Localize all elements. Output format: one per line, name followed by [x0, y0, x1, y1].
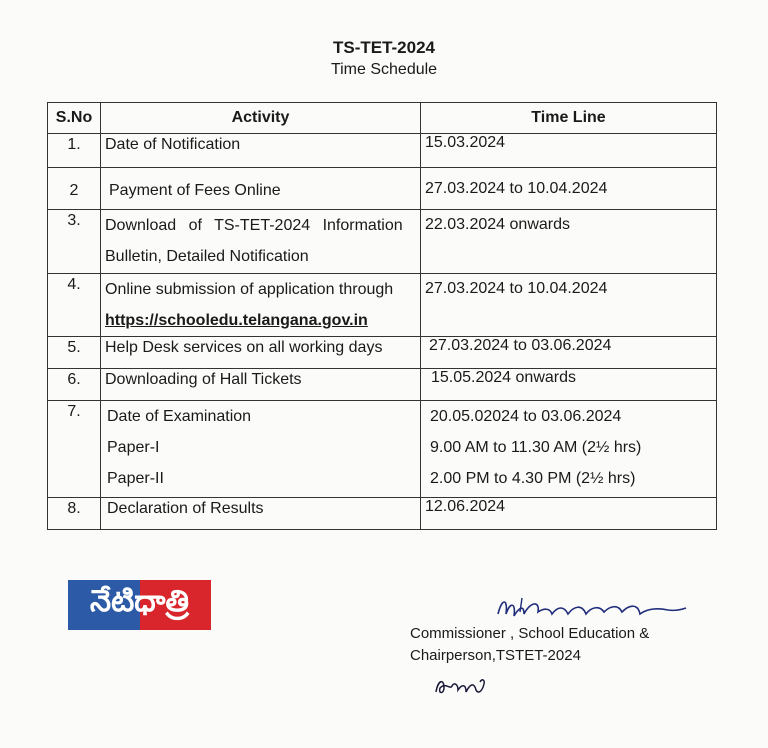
row-sno: 5. [48, 337, 101, 369]
table-row [48, 369, 717, 401]
table-row [48, 210, 717, 274]
row-sno: 6. [48, 369, 101, 401]
row-sno: 3. [48, 210, 101, 274]
signatory-designation: Commissioner , School Education & Chairperson,TSTET-2024 [410, 625, 650, 664]
row-timeline: 20.05.02024 to 03.06.2024 9.00 AM to 11.30 AM (2½ hrs) 2.00 PM to 4.30 PM (2½ hrs) [421, 401, 717, 498]
document-title: TS-TET-2024 [332, 38, 436, 57]
table-row [48, 337, 717, 369]
schedule-table [47, 102, 717, 530]
row-sno: 2 [48, 168, 101, 210]
initials-scribble [432, 670, 492, 700]
row-timeline: 27.03.2024 to 10.04.2024 [421, 274, 717, 337]
logo-text: నేటిధాత్రి [90, 584, 189, 619]
table-row [48, 274, 717, 337]
row-activity: Payment of Fees Online [101, 168, 421, 210]
table-header-row [48, 103, 717, 134]
row-activity: Date of Notification [101, 134, 421, 168]
row-activity: Date of Examination Paper-I Paper-II [101, 401, 421, 498]
newspaper-logo [68, 580, 211, 630]
row-timeline: 27.03.2024 to 10.04.2024 [421, 168, 717, 210]
table-row [48, 498, 717, 530]
row-sno: 1. [48, 134, 101, 168]
column-header-timeline: Time Line [421, 103, 717, 134]
row-activity: Declaration of Results [101, 498, 421, 530]
row-sno: 4. [48, 274, 101, 337]
row-sno: 8. [48, 498, 101, 530]
column-header-sno: S.No [48, 103, 101, 134]
row-sno: 7. [48, 401, 101, 498]
row-activity: Help Desk services on all working days [101, 337, 421, 369]
document-subtitle: Time Schedule [330, 61, 438, 78]
row-activity: Downloading of Hall Tickets [101, 369, 421, 401]
row-timeline: 12.06.2024 [421, 498, 717, 530]
row-activity: Download of TS-TET-2024 Information Bulletin, Detailed Notification [101, 210, 421, 274]
signature-scribble [490, 592, 690, 624]
row-timeline: 27.03.2024 to 03.06.2024 [421, 337, 717, 369]
table-row [48, 401, 717, 498]
table-row [48, 134, 717, 168]
row-timeline: 22.03.2024 onwards [421, 210, 717, 274]
table-row [48, 168, 717, 210]
row-activity: Online submission of application through https://schooledu.telangana.gov.in [101, 274, 421, 337]
application-url-link[interactable]: https://schooledu.telangana.gov.in [105, 312, 368, 329]
column-header-activity: Activity [101, 103, 421, 134]
row-timeline: 15.05.2024 onwards [421, 369, 717, 401]
row-timeline: 15.03.2024 [421, 134, 717, 168]
